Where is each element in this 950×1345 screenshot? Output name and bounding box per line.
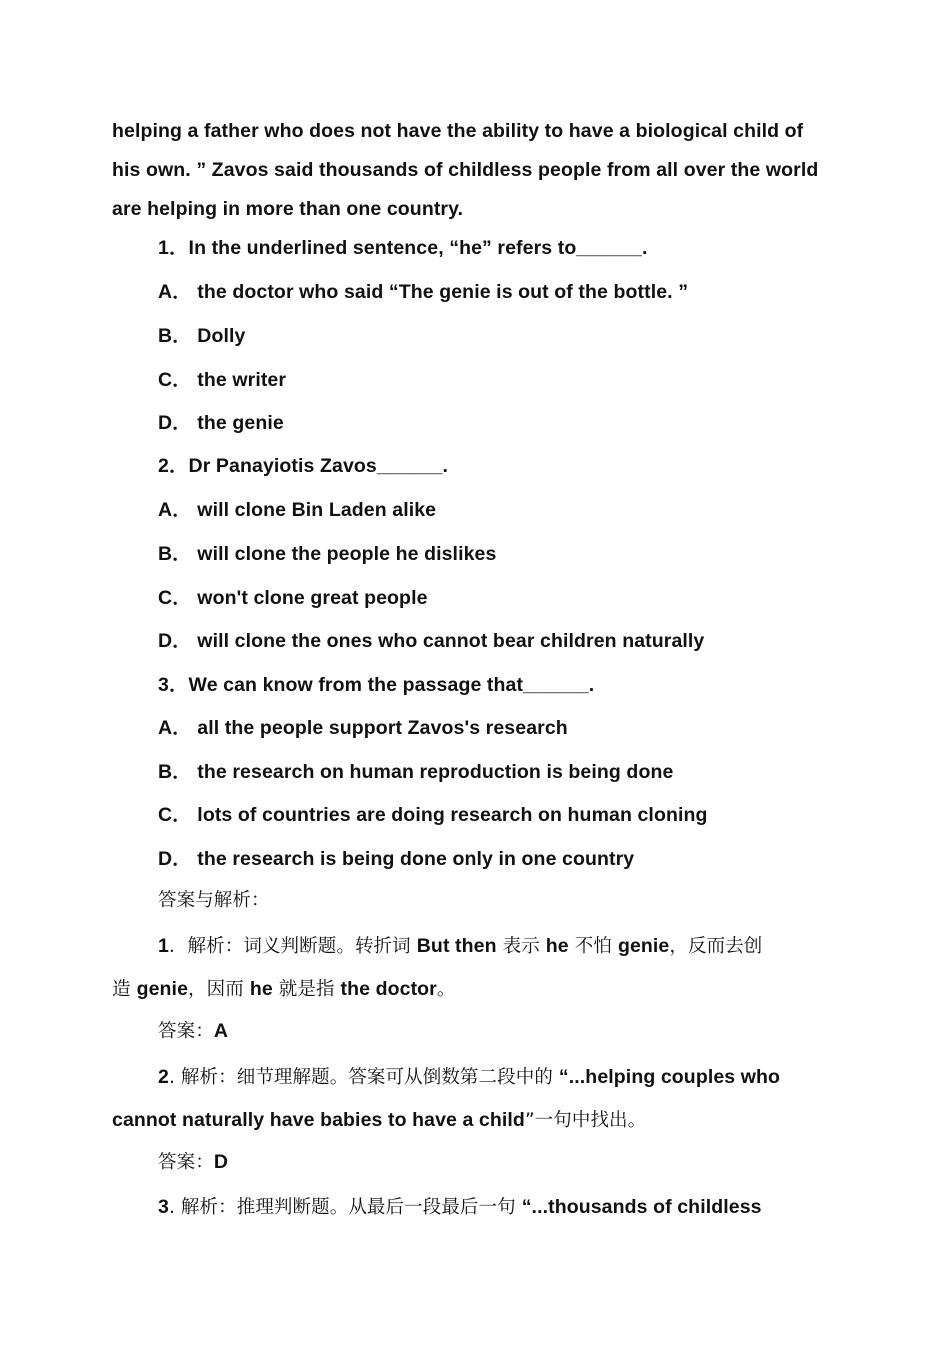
answer-option: C． the writer [158,369,287,391]
answer-option: A． will clone Bin Laden alike [158,499,437,521]
question-stem: 1．In the underlined sentence, “he” refers to______. [158,237,648,259]
answer-option: D． the research is being done only in one country [158,848,635,870]
answer-option: C． lots of countries are doing research on human cloning [158,804,708,826]
answer-option: A． the doctor who said “The genie is out of the bottle. ” [158,281,689,303]
passage-line: are helping in more than one country. [112,198,464,220]
answer-option: A． all the people support Zavos's research [158,717,568,739]
question-stem: 3．We can know from the passage that______. [158,674,595,696]
explanation-2: 2. 解析：细节理解题。答案可从倒数第二段中的 “...helping couples who [158,1066,781,1088]
explanation-1-cont: 造 genie，因而 he 就是指 the doctor。 [112,978,456,1000]
passage-line: his own. ” Zavos said thousands of childless people from all over the world [112,159,819,181]
answers-heading: 答案与解析： [158,890,270,911]
answer-option: B． Dolly [158,325,246,347]
question-stem: 2．Dr Panayiotis Zavos______. [158,455,449,477]
answer-2: 答案：D [158,1151,228,1173]
answer-option: D． will clone the ones who cannot bear children naturally [158,630,705,652]
explanation-2-cont: cannot naturally have babies to have a child”一句中找出。 [112,1109,647,1131]
answer-1: 答案：A [158,1020,228,1042]
answer-option: B． the research on human reproduction is being done [158,761,674,783]
explanation-1: 1．解析：词义判断题。转折词 But then 表示 he 不怕 genie，反而去创 [158,935,763,957]
answer-option: C． won't clone great people [158,587,428,609]
answer-option: D． the genie [158,412,284,434]
answer-option: B． will clone the people he dislikes [158,543,497,565]
passage-line: helping a father who does not have the ability to have a biological child of [112,120,804,142]
explanation-3: 3. 解析：推理判断题。从最后一段最后一句 “...thousands of childless [158,1196,762,1218]
